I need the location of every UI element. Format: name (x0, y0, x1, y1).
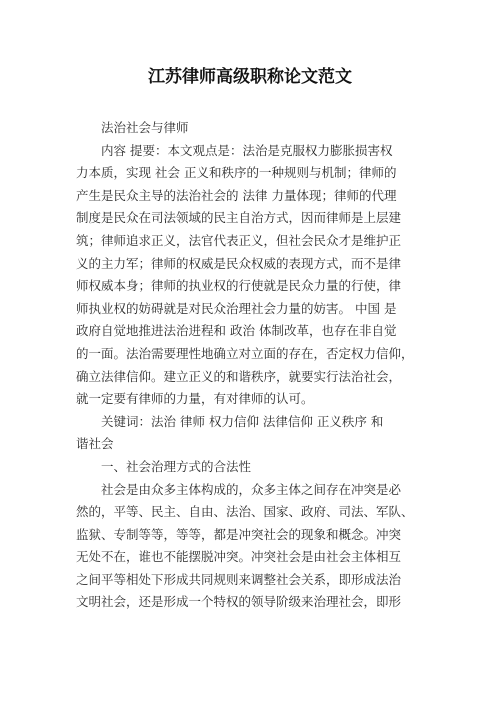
text-line: 义的主力军；律师的权威是民众权威的表现方式，而不是律 (76, 255, 402, 271)
text-line: 监狱、专制等等，等等，都是冲突社会的现象和概念。冲突 (76, 526, 402, 542)
text-line: 之间平等相处下形成共同规则来调整社会关系，即形成法治 (76, 571, 402, 587)
text-line: 师权威本身；律师的执业权的行使就是民众力量的行使，律 (76, 278, 402, 294)
text-line: 的一面。法治需要理性地确立对立面的存在，否定权力信仰， (76, 345, 414, 361)
text-line: 法治社会与律师 (101, 120, 189, 135)
text-line: 力本质，实现 社会 正义和秩序的一种规则与机制；律师的 (76, 165, 397, 181)
text-line: 然的，平等、民主、自由、法治、国家、政府、司法、军队、 (76, 504, 414, 520)
text-line: 一、社会治理方式的合法性 (101, 458, 252, 474)
text-line: 政府自觉地推进法治进程和 政治 体制改革，也存在非自觉 (76, 323, 397, 339)
text-line: 关键词：法治 律师 权力信仰 法律信仰 正义秩序 和 (101, 413, 384, 429)
text-line: 内容 提要：本文观点是：法治是克服权力膨胀损害权 (101, 142, 393, 158)
text-line: 确立法律信仰。建立正义的和谐秩序，就要实行法治社会， (76, 368, 402, 384)
text-line: 谐社会 (76, 436, 114, 452)
text-line: 师执业权的妨碍就是对民众治理社会力量的妨害。 中国 是 (76, 300, 397, 316)
document-body (76, 117, 432, 614)
document-title: 江苏律师高级职称论文范文 (148, 67, 352, 87)
text-line: 社会是由众多主体构成的，众多主体之间存在冲突是必 (101, 481, 402, 497)
text-line: 产生是民众主导的法治社会的 法律 力量体现；律师的代理 (76, 187, 397, 203)
text-line: 文明社会，还是形成一个特权的领导阶级来治理社会，即形 (76, 594, 402, 610)
text-line: 制度是民众在司法领域的民主自治方式，因而律师是上层建 (76, 210, 402, 226)
text-line: 就一定要有律师的力量，有对律师的认可。 (76, 391, 314, 407)
text-line: 无处不在，谁也不能摆脱冲突。冲突社会是由社会主体相互 (76, 549, 402, 565)
text-line: 筑；律师追求正义，法官代表正义，但社会民众才是维护正 (76, 232, 402, 248)
